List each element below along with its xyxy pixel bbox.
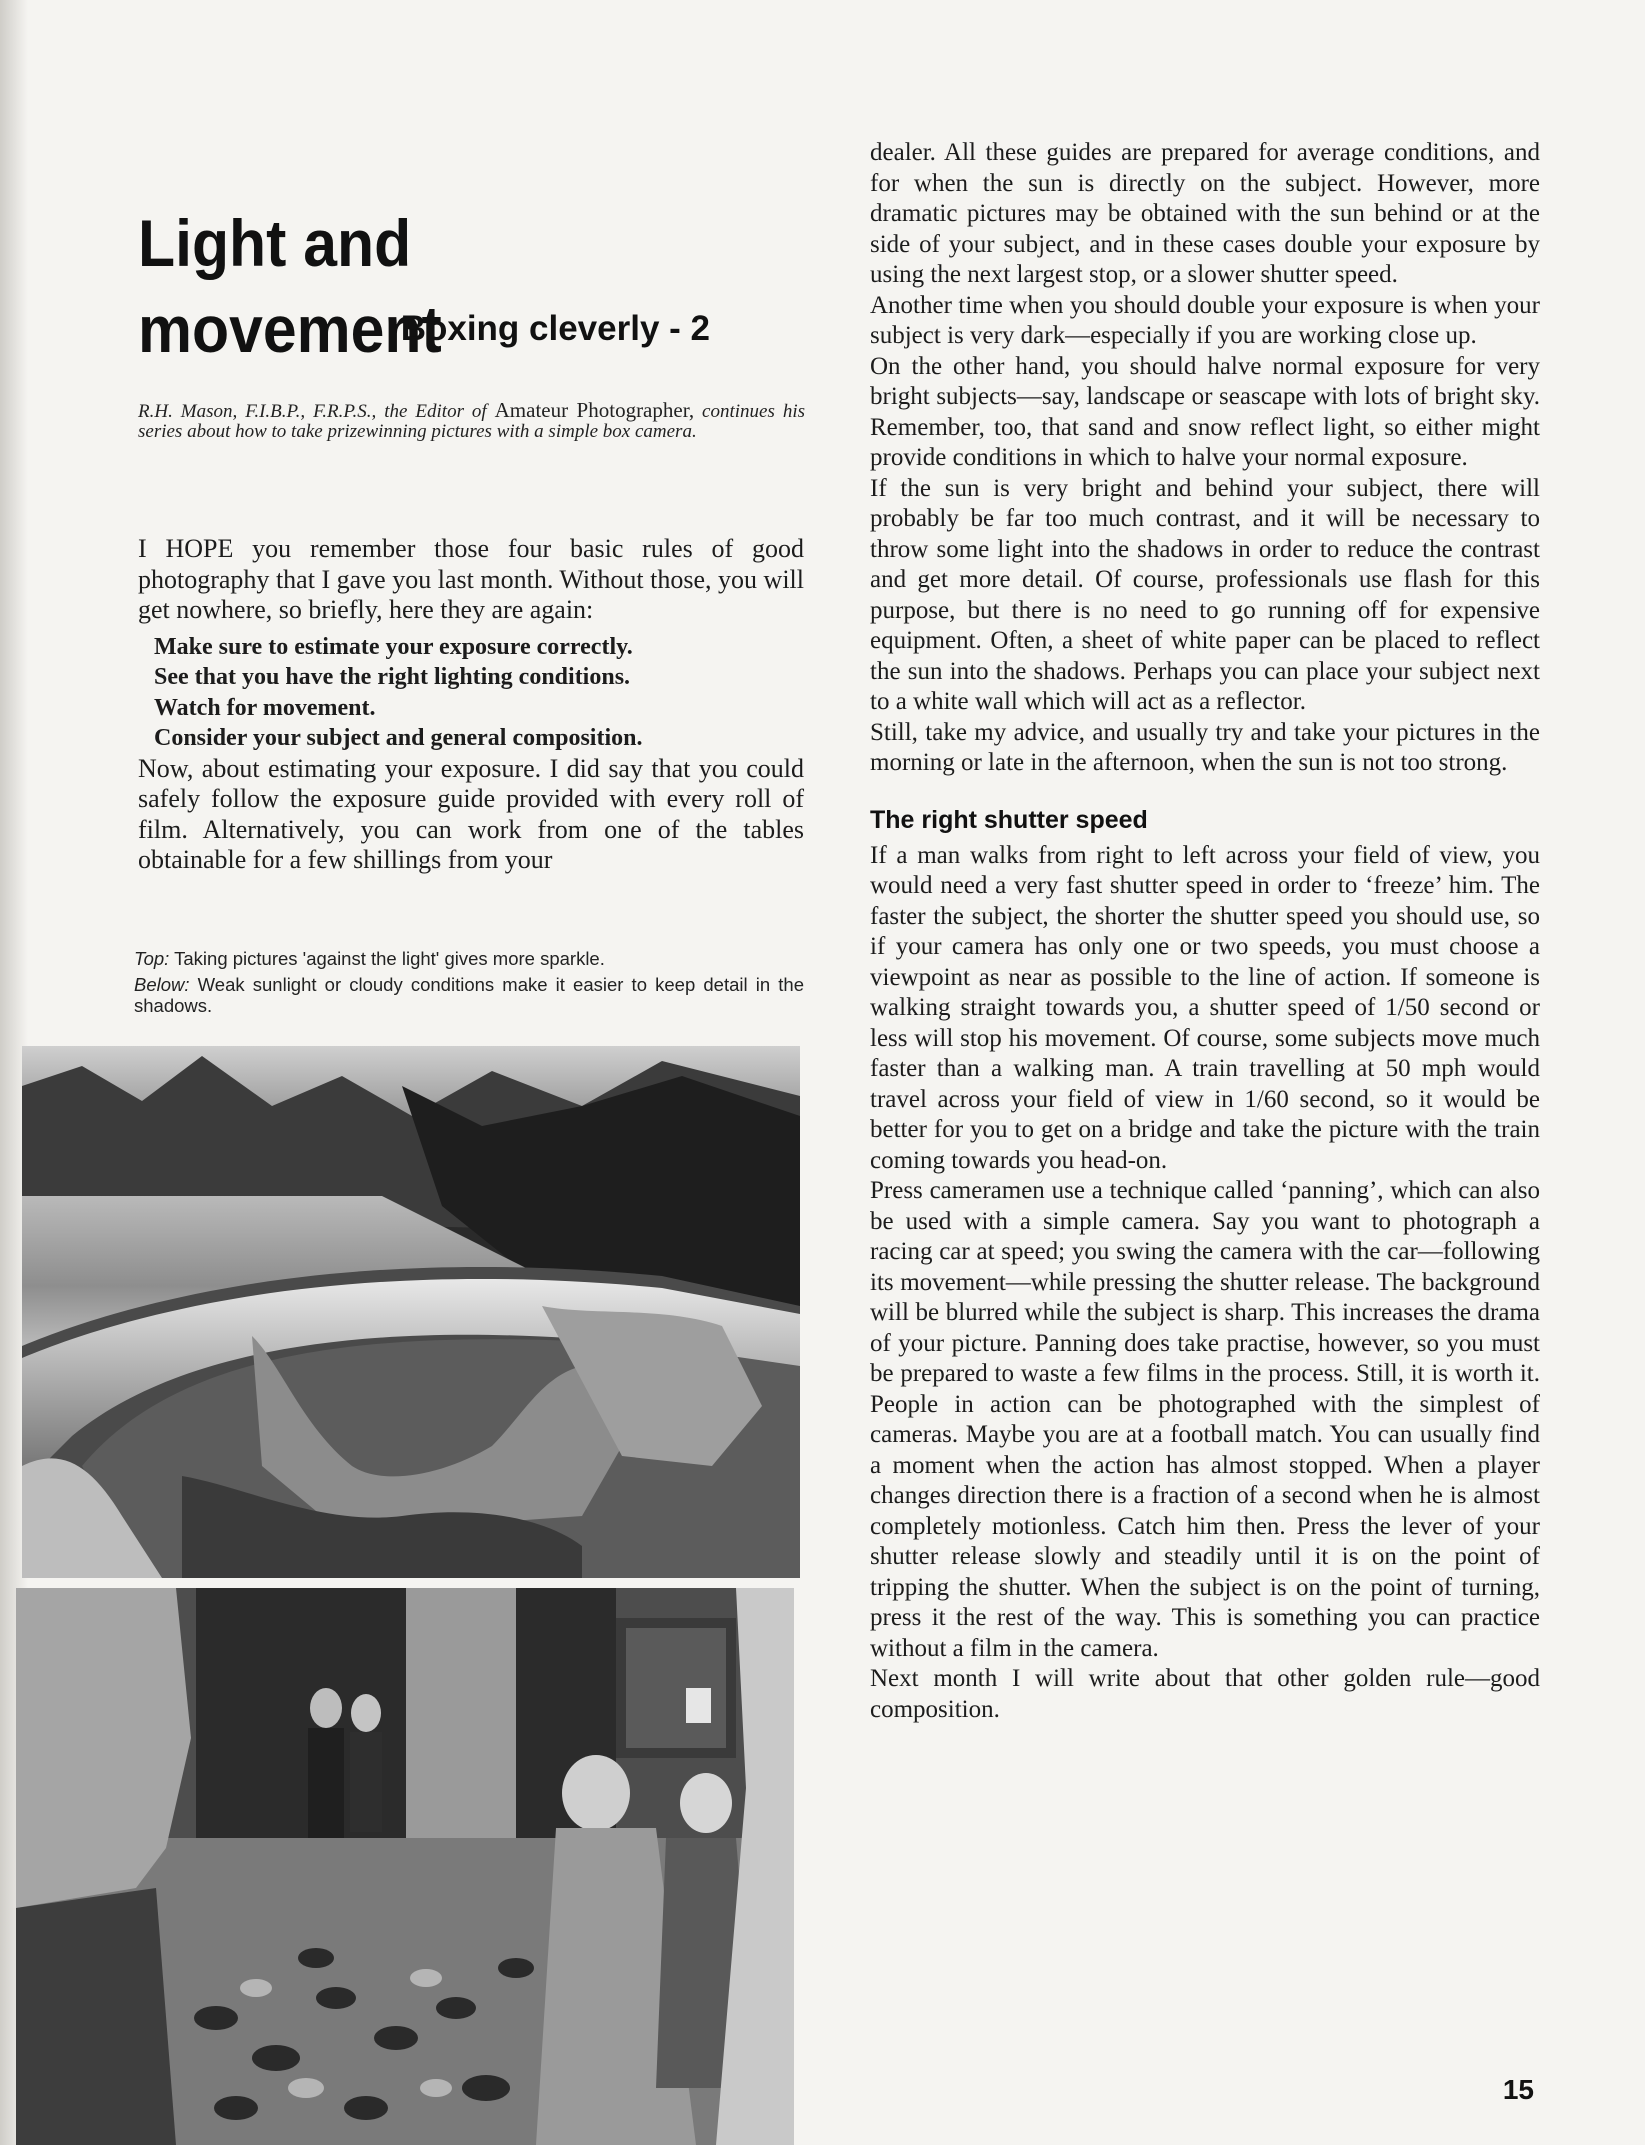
caption-below-label: Below: <box>134 974 190 995</box>
rules-list <box>154 632 804 754</box>
body-paragraph: If the sun is very bright and behind your subject, there will probably be far too much contrast, and it will be necessary to throw some light into the shadows in order to reduce the contrast and get more detail. Of course, professionals use flash for this purpose, but there is no need to go running off for expensive equipment. Often, a sheet of white paper can be placed to reflect the sun into the shadows. Perhaps you can place your subject next to a white wall which will act as a reflector. <box>870 474 1540 715</box>
byline-author-text: R.H. Mason, F.I.B.P., F.R.P.S., the Editor of <box>138 401 495 422</box>
rule-item: Consider your subject and general composition. <box>154 725 643 751</box>
caption-top-text: Taking pictures 'against the light' gives more sparkle. <box>169 948 605 969</box>
caption-top <box>134 948 804 969</box>
right-column <box>870 138 1540 1725</box>
body-paragraph: Still, take my advice, and usually try and take your pictures in the morning or late in the afternoon, when the sun is not too strong. <box>870 718 1540 776</box>
rule-item: Make sure to estimate your exposure correctly. <box>154 633 633 660</box>
section-paragraph: Press cameramen use a technique called ‘panning’, which can also be used with a simple camera. Say you want to photograph a racing car at speed; you swing the camera with the car—following its movement—while pressing the shutter release. The background will be blurred while the subject is sharp. This increases the drama of your picture. Panning does take practise, however, so you must be prepared to waste a few films in the process. Still, it is worth it. People in action can be photographed with the simplest of cameras. Maybe you are at a football match. You can usually find a moment when the action has almost stopped. When a player changes direction there is a fraction of a second when he is almost completely motionless. Catch him then. Press the lever of your shutter release slowly and steadily until it is on the point of tripping the shutter. When the subject is on the point of turning, press it the rest of the way. This is something you can practice without a film in the camera. <box>870 1177 1540 1662</box>
section-paragraph: If a man walks from right to left across your field of view, you would need a very fast shutter speed in order to ‘freeze’ him. The faster the subject, the shorter the shutter speed you should use, so if your camera has only one or two speeds, you must choose a viewpoint as near as possible to the line of action. If someone is walking straight towards you, a shutter speed of 1/50 second or less will stop his movement. Of course, some subjects move much faster than a walking man. A train travelling at 50 mph would travel across your field of view in 1/60 second, so it would be better for you to get on a bridge and take the picture with the train coming towards you head-on. <box>870 841 1540 1174</box>
body-paragraph: dealer. All these guides are prepared for average conditions, and for when the sun is directly on the subject. However, more dramatic pictures may be obtained with the sun behind or at the side of your subject, and in these cases double your exposure by using the next largest stop, or a slower shutter speed. <box>870 139 1540 288</box>
rule-item: Watch for movement. <box>154 694 376 721</box>
weir-waterfall-photo <box>22 1046 800 1578</box>
caption-below-text: Weak sunlight or cloudy conditions make it easier to keep detail in the shadows. <box>134 974 804 1016</box>
intro-lead-word: I HOPE <box>138 534 234 563</box>
rule-item: See that you have the right lighting conditions. <box>154 664 631 690</box>
article-byline <box>138 400 805 442</box>
article-title: Light and movement <box>138 206 442 366</box>
pigeons-square-photo <box>16 1588 794 2145</box>
body-paragraph: On the other hand, you should halve normal exposure for very bright subjects—say, landscape or seascape with lots of bright sky. Remember, too, that sand and snow reflect light, so either might provide conditions in which to halve your normal exposure. <box>870 352 1540 471</box>
article-subtitle: Boxing cleverly - 2 <box>400 309 710 348</box>
intro-paragraph <box>138 534 804 626</box>
page-number: 15 <box>1502 2074 1534 2105</box>
intro-text: you remember those four basic rules of good photography that I gave you last month. Without those, you will get nowhere, so briefly, here they are again: <box>138 534 804 624</box>
section-heading: The right shutter speed <box>870 805 1148 834</box>
left-column <box>138 534 804 876</box>
caption-below <box>134 974 804 1016</box>
byline-description: continues his series about how to take prizewinning pictures with a simple box camera. <box>138 401 805 442</box>
section-paragraph: Next month I will write about that other golden rule—good composition. <box>870 1665 1540 1723</box>
exposure-paragraph: Now, about estimating your exposure. I did say that you could safely follow the exposure guide provided with every roll of film. Alternatively, you can work from one of the tables obtainable for a few shillings from your <box>138 753 804 874</box>
caption-top-label: Top: <box>134 948 170 969</box>
photo-captions <box>134 948 804 1021</box>
byline-magazine-name: Amateur Photographer, <box>494 398 695 422</box>
body-paragraph: Another time when you should double your exposure is when your subject is very dark—especially if you are working close up. <box>870 291 1540 349</box>
